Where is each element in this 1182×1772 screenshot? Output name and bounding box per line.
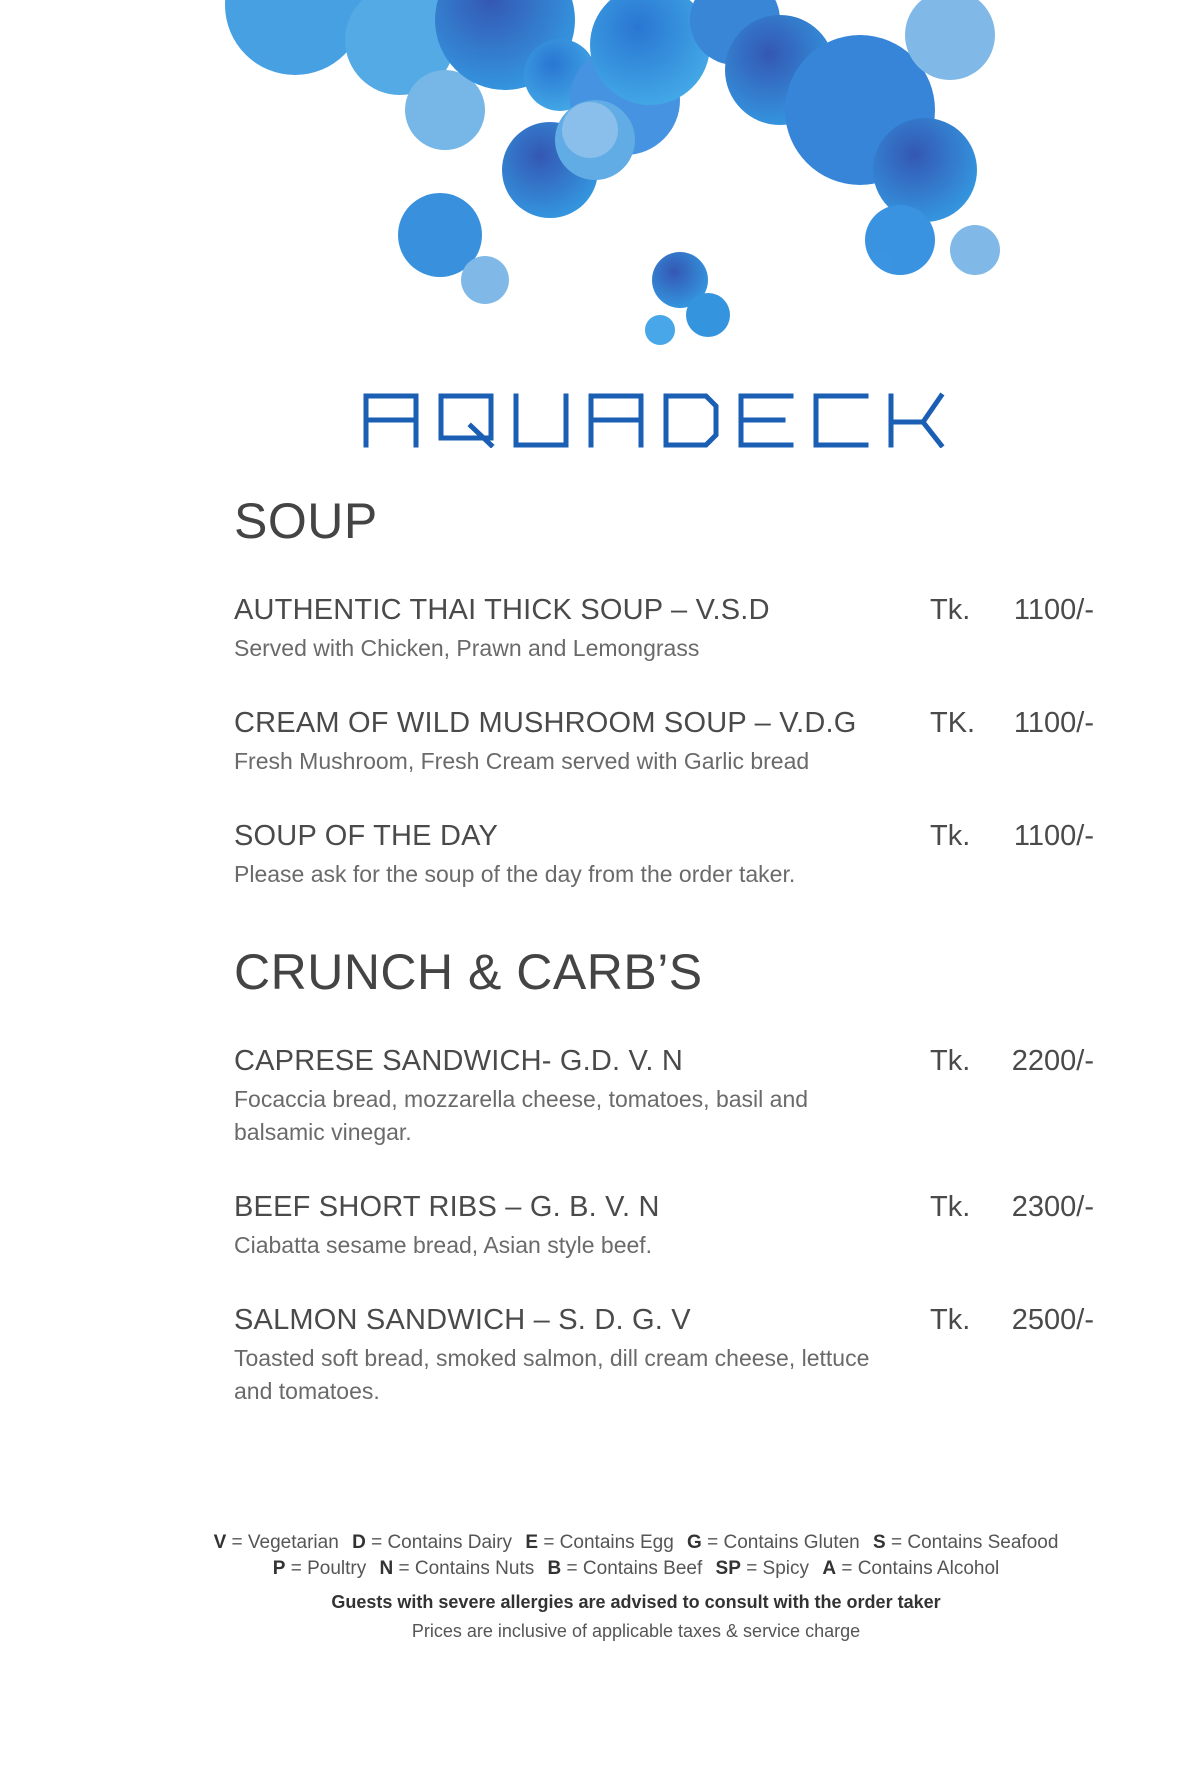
item-description: Focaccia bread, mozzarella cheese, tomatoes, basil and balsamic vinegar. (234, 1086, 809, 1145)
legend-meaning: = Contains Gluten (707, 1532, 860, 1553)
legend-entry (687, 1532, 860, 1553)
item-name: BEEF SHORT RIBS – G. B. V. N (234, 1191, 660, 1223)
item-currency: Tk. (930, 1304, 971, 1336)
item-description: Ciabatta sesame bread, Asian style beef. (234, 1232, 653, 1258)
legend-meaning: = Contains Beef (566, 1558, 703, 1579)
legend-entry (822, 1558, 999, 1579)
item-header (234, 590, 1094, 630)
legend-code: G (687, 1532, 702, 1553)
item-header (234, 703, 1094, 743)
item-price: 2200/- (1011, 1045, 1094, 1077)
legend-entry (548, 1558, 703, 1579)
item-price: 1100/- (1013, 820, 1094, 852)
legend-meaning: = Poultry (290, 1558, 367, 1579)
legend-entry (214, 1532, 339, 1553)
legend-code: P (272, 1558, 286, 1579)
item-name: SALMON SANDWICH – S. D. G. V (234, 1304, 691, 1336)
section-title-soup: SOUP (234, 493, 378, 549)
menu-item (234, 1187, 1094, 1262)
legend-meaning: = Contains Egg (543, 1532, 674, 1553)
legend-meaning: = Contains Dairy (371, 1532, 513, 1553)
item-header (234, 1300, 1094, 1340)
item-currency: Tk. (930, 594, 971, 626)
legend-code: S (873, 1532, 886, 1553)
menu-content (234, 490, 1094, 1446)
legend-code: D (352, 1532, 366, 1553)
item-name: SOUP OF THE DAY (234, 820, 499, 852)
item-description: Fresh Mushroom, Fresh Cream served with Garlic bread (234, 748, 810, 774)
allergen-legend-line-2 (0, 1556, 1182, 1582)
item-description: Served with Chicken, Prawn and Lemongrass (234, 635, 700, 661)
menu-item (234, 703, 1094, 778)
item-price: 2500/- (1011, 1304, 1094, 1336)
legend-entry (273, 1558, 366, 1579)
soup-items (234, 590, 1094, 891)
legend-meaning: = Contains Nuts (398, 1558, 535, 1579)
item-currency: TK. (930, 707, 976, 739)
item-header (234, 1187, 1094, 1227)
item-price: 2300/- (1011, 1191, 1094, 1223)
legend-entry (380, 1558, 535, 1579)
aquadeck-logo (363, 388, 993, 448)
menu-footer (0, 1530, 1182, 1642)
legend-entry (873, 1532, 1058, 1553)
item-header (234, 816, 1094, 856)
legend-code: B (547, 1558, 562, 1579)
item-currency: Tk. (930, 1045, 971, 1077)
legend-code: A (822, 1558, 837, 1579)
item-price: 1100/- (1013, 594, 1094, 626)
crunch-carbs-items (234, 1041, 1094, 1408)
legend-code: E (525, 1532, 539, 1553)
allergy-notice: Guests with severe allergies are advised to consult with the order taker (331, 1592, 941, 1612)
section-title-crunch-carbs: CRUNCH & CARB’S (234, 944, 703, 1000)
item-description: Please ask for the soup of the day from the order taker. (234, 861, 796, 887)
legend-entry (716, 1558, 809, 1579)
menu-item (234, 1041, 1094, 1149)
item-header (234, 1041, 1094, 1081)
legend-entry (352, 1532, 512, 1553)
menu-item (234, 816, 1094, 891)
item-name: CAPRESE SANDWICH- G.D. V. N (234, 1045, 684, 1077)
legend-meaning: = Contains Seafood (890, 1532, 1059, 1553)
legend-entry (525, 1532, 673, 1553)
item-name: AUTHENTIC THAI THICK SOUP – V.S.D (234, 594, 770, 626)
item-description: Toasted soft bread, smoked salmon, dill cream cheese, lettuce and tomatoes. (234, 1345, 870, 1404)
legend-code: SP (715, 1558, 741, 1579)
legend-meaning: = Contains Alcohol (841, 1558, 1000, 1579)
item-currency: Tk. (930, 1191, 971, 1223)
legend-code: N (379, 1558, 394, 1579)
menu-item (234, 590, 1094, 665)
item-price: 1100/- (1013, 707, 1094, 739)
menu-item (234, 1300, 1094, 1408)
legend-meaning: = Vegetarian (231, 1532, 339, 1553)
bubble-decoration (0, 0, 1182, 360)
item-name: CREAM OF WILD MUSHROOM SOUP – V.D.G (234, 707, 857, 739)
allergen-legend-line-1 (0, 1530, 1182, 1556)
legend-code: V (213, 1532, 227, 1553)
legend-meaning: = Spicy (746, 1558, 810, 1579)
prices-note: Prices are inclusive of applicable taxes & service charge (411, 1621, 861, 1641)
item-currency: Tk. (930, 820, 971, 852)
